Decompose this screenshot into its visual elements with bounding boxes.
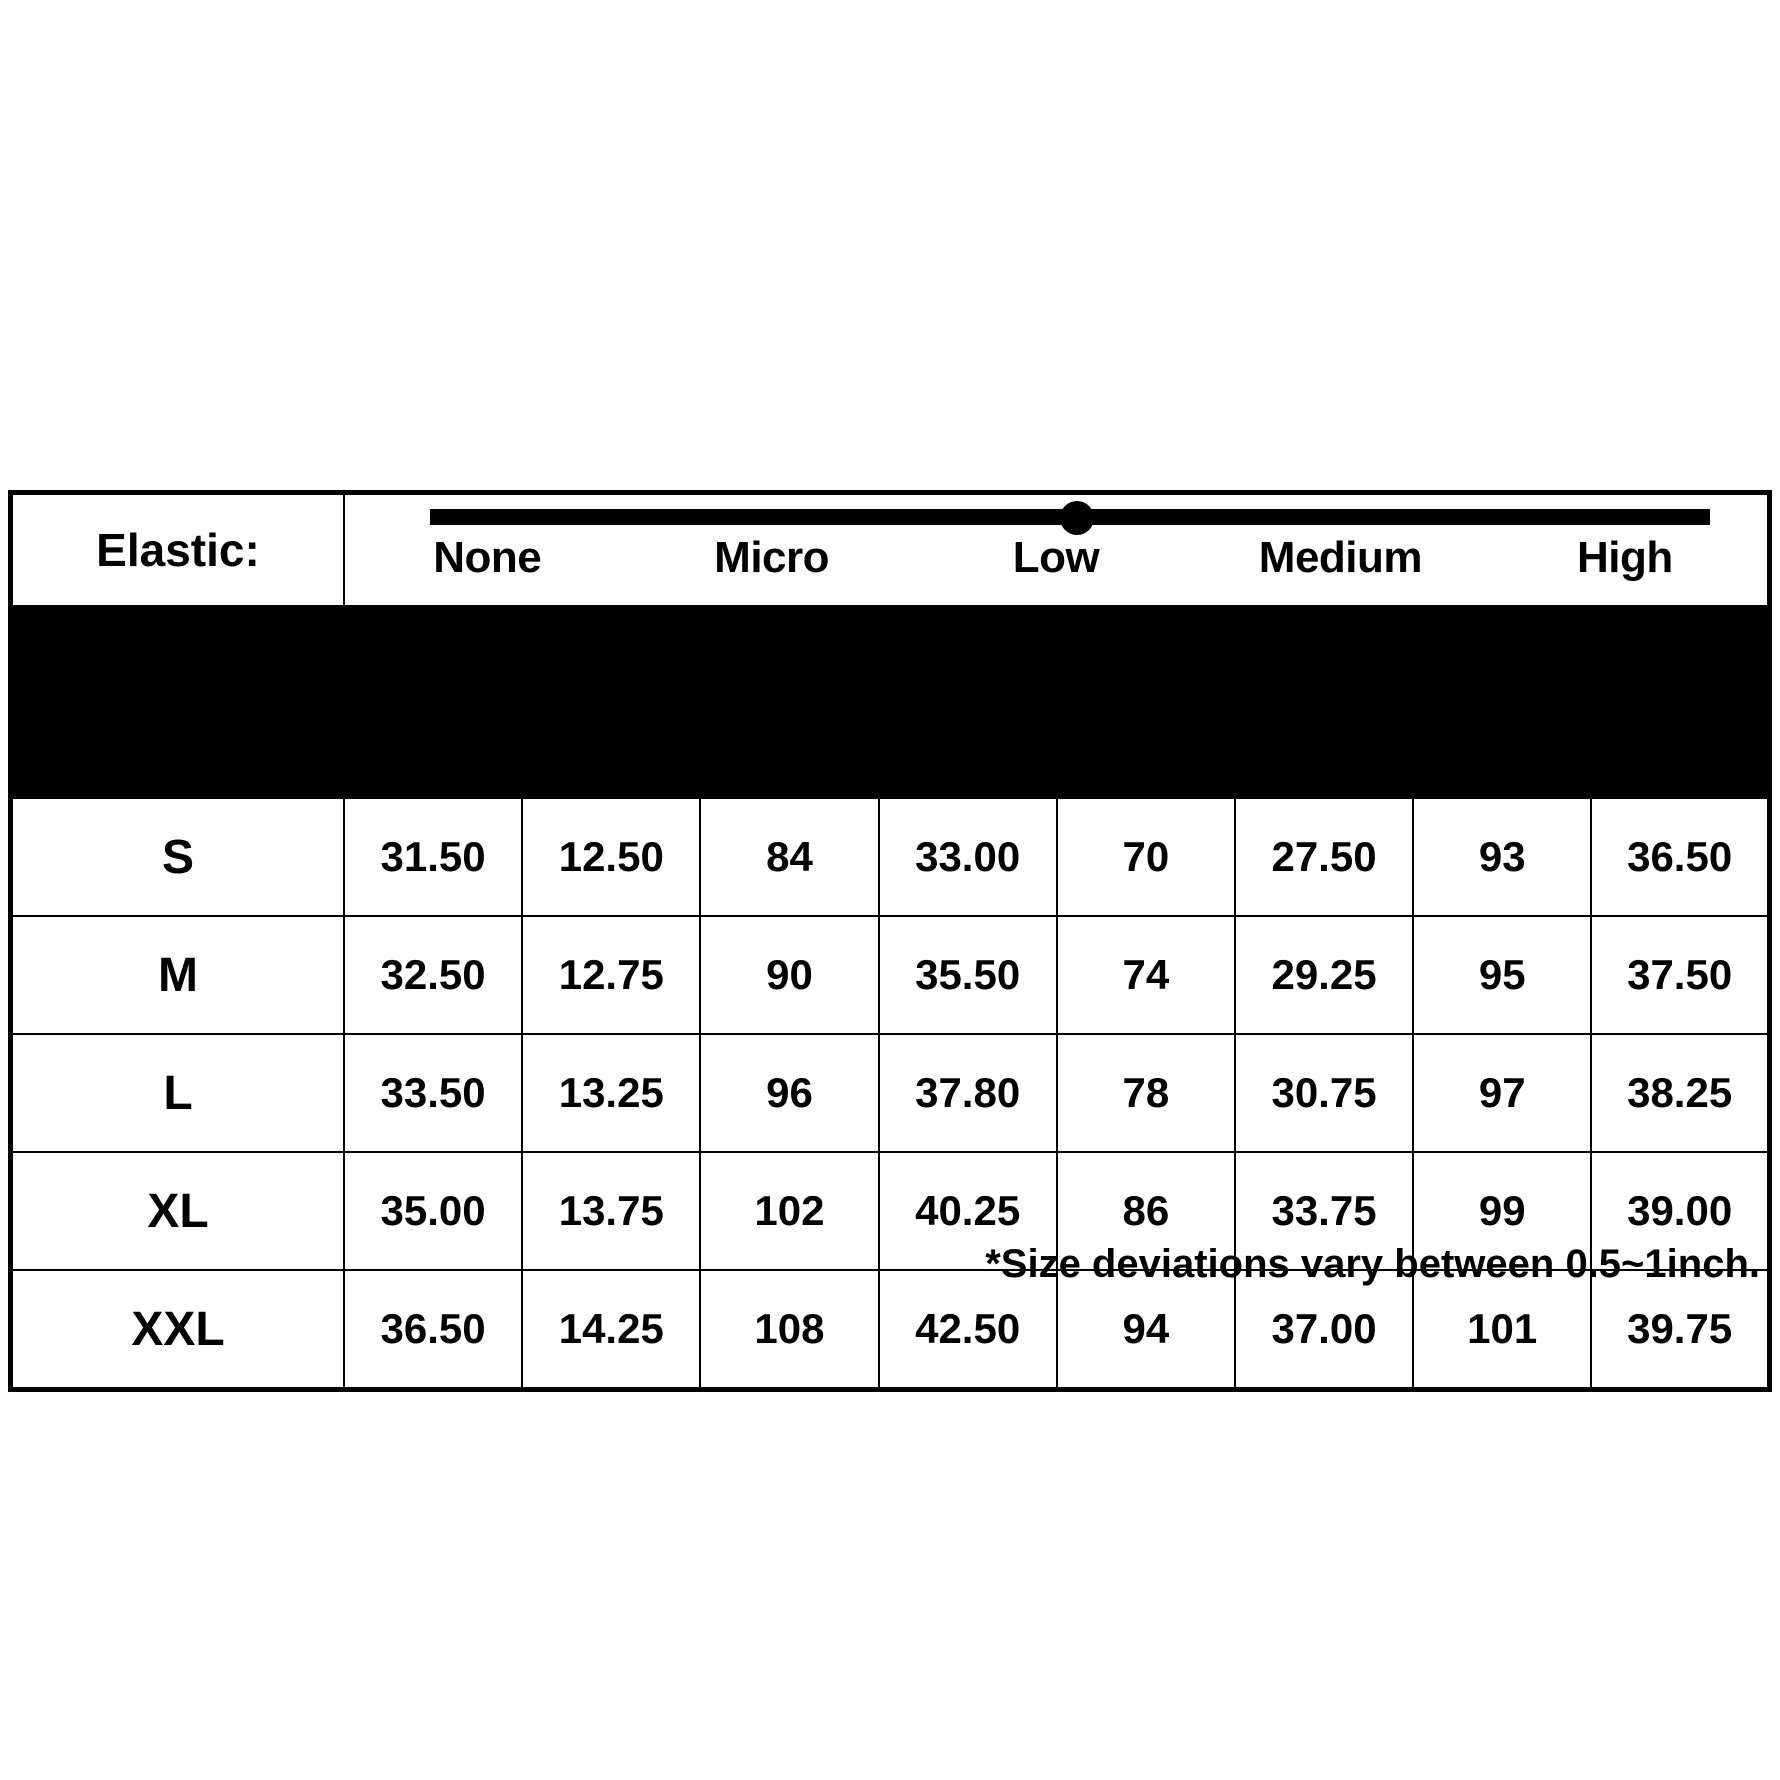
slider-knob-icon[interactable] [1060,501,1094,535]
unit-header-length-inch: inch [1591,702,1769,798]
elastic-scale[interactable] [344,493,1770,607]
cell-length-inch: 37.50 [1591,916,1769,1034]
cell-bust-cm: 96 [700,1034,878,1152]
cell-shoulder-cm: 33.50 [344,1034,522,1152]
cell-shoulder-cm: 36.50 [344,1270,522,1390]
cell-bust-cm: 108 [700,1270,878,1390]
elastic-row [11,493,1770,607]
cell-waist-cm: 94 [1057,1270,1235,1390]
elastic-level-micro: Micro [714,533,830,582]
cell-waist-inch: 33.75 [1235,1152,1413,1270]
group-header-length: Length [1413,606,1769,702]
group-header-waist: Waist [1057,606,1413,702]
cell-shoulder-cm: 32.50 [344,916,522,1034]
cell-shoulder-inch: 12.50 [522,798,700,916]
unit-header-waist-cm: cm [1057,702,1235,798]
cell-length-cm: 95 [1413,916,1591,1034]
row-size-label: XL [11,1152,345,1270]
group-header-bust: Bust [700,606,1056,702]
cell-shoulder-inch: 14.25 [522,1270,700,1390]
cell-length-cm: 97 [1413,1034,1591,1152]
table-row [11,1034,1770,1152]
size-deviation-note: *Size deviations vary between 0.5~1inch. [985,1242,1760,1286]
group-header-row [11,606,1770,702]
cell-length-inch: 39.00 [1591,1152,1769,1270]
cell-length-cm: 99 [1413,1152,1591,1270]
row-size-label: S [11,798,345,916]
cell-bust-inch: 37.80 [879,1034,1057,1152]
unit-header-length-cm: cm [1413,702,1591,798]
elastic-level-low: Low [1012,533,1100,582]
unit-header-bust-inch: inch [879,702,1057,798]
elastic-level-high: High [1576,533,1673,582]
cell-length-cm: 93 [1413,798,1591,916]
cell-bust-cm: 90 [700,916,878,1034]
cell-waist-inch: 37.00 [1235,1270,1413,1390]
cell-bust-cm: 102 [700,1152,878,1270]
cell-waist-inch: 29.25 [1235,916,1413,1034]
cell-length-inch: 38.25 [1591,1034,1769,1152]
table-row [11,916,1770,1034]
cell-bust-cm: 84 [700,798,878,916]
table-row [11,798,1770,916]
unit-header-waist-inch: inch [1235,702,1413,798]
cell-waist-cm: 78 [1057,1034,1235,1152]
cell-waist-cm: 86 [1057,1152,1235,1270]
row-size-label: XXL [11,1270,345,1390]
cell-length-cm: 101 [1413,1270,1591,1390]
unit-header-shoulder-inch: inch [522,702,700,798]
unit-header-bust-cm: cm [700,702,878,798]
cell-shoulder-cm: 31.50 [344,798,522,916]
cell-waist-inch: 30.75 [1235,1034,1413,1152]
elastic-level-labels [345,533,1767,583]
row-size-label: M [11,916,345,1034]
size-column-header: Size [11,606,345,798]
cell-waist-cm: 70 [1057,798,1235,916]
cell-bust-inch: 33.00 [879,798,1057,916]
cell-length-inch: 36.50 [1591,798,1769,916]
cell-bust-inch: 42.50 [879,1270,1057,1390]
group-header-shoulder: Shoulder [344,606,700,702]
cell-length-inch: 39.75 [1591,1270,1769,1390]
cell-waist-cm: 74 [1057,916,1235,1034]
elastic-level-none: None [433,533,542,582]
cell-shoulder-inch: 12.75 [522,916,700,1034]
cell-bust-inch: 40.25 [879,1152,1057,1270]
cell-waist-inch: 27.50 [1235,798,1413,916]
cell-shoulder-cm: 35.00 [344,1152,522,1270]
cell-shoulder-inch: 13.75 [522,1152,700,1270]
elastic-slider[interactable] [345,495,1767,605]
elastic-level-medium: Medium [1258,533,1423,582]
elastic-label: Elastic: [11,493,345,607]
cell-bust-inch: 35.50 [879,916,1057,1034]
unit-header-shoulder-cm: cm [344,702,522,798]
row-size-label: L [11,1034,345,1152]
cell-shoulder-inch: 13.25 [522,1034,700,1152]
table-row [11,1270,1770,1390]
